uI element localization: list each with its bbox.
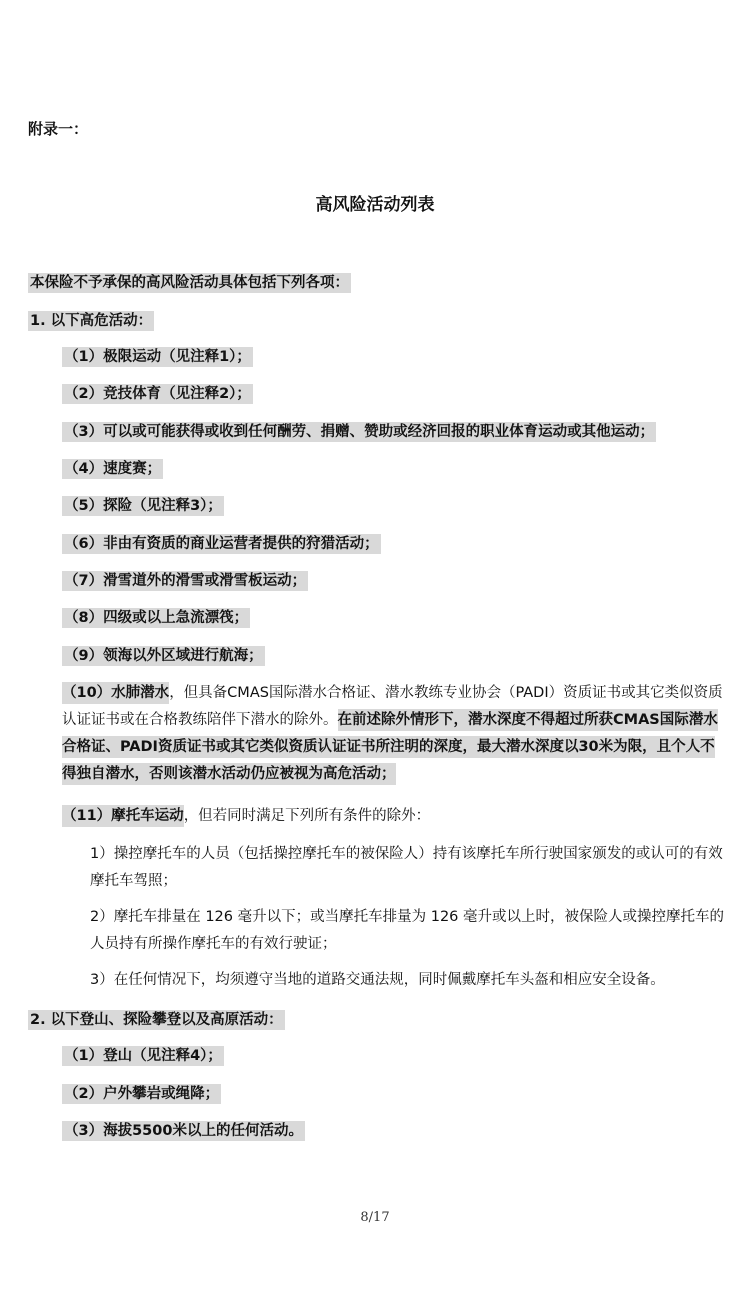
section1-item-2: （2）竞技体育（见注释2）； (64, 386, 251, 402)
item10-bold: 在前述除外情形下，潜水深度不得超过所获CMAS国际潜水合格证、PADI资质证书或其它类似资质认证证书所注明的深度，最大潜水深度以30米为限，且个人不得独自潜水，否则该潜水活动仍应被视为高危活动； (62, 709, 718, 785)
list-item (62, 607, 250, 629)
item10-normal: ，但具备CMAS国际潜水合格证、潜水教练专业协会（PADI）资质证书或其它类似资质认证证书或在合格教练陪伴下潜水的除外。 (62, 685, 723, 728)
list-item (62, 1045, 224, 1067)
item11-condition-1: 1）操控摩托车的人员（包括操控摩托车的被保险人）持有该摩托车所行驶国家颁发的或认可的有效摩托车驾照； (90, 846, 723, 889)
section1-item-10 (62, 680, 727, 788)
item11-lead: （11）摩托车运动 (62, 805, 184, 827)
section2-heading-line (28, 1009, 285, 1031)
section2-item-3: （3）海拔5500米以上的任何活动。 (64, 1123, 303, 1139)
item10-lead: （10）水肺潜水 (62, 682, 169, 704)
section1-item-3: （3）可以或可能获得或收到任何酬劳、捐赠、赞助或经济回报的职业体育运动或其他运动； (64, 424, 655, 440)
section2-heading: 2. 以下登山、探险攀登以及高原活动： (30, 1012, 283, 1028)
section1-item-11 (62, 803, 727, 830)
page-number: 8/17 (360, 1210, 390, 1225)
section1-item-9: （9）领海以外区域进行航海； (64, 648, 263, 664)
intro-line (28, 272, 351, 294)
list-item (62, 495, 224, 517)
section1-item-4: （4）速度赛； (64, 461, 162, 477)
section1-item-7: （7）滑雪道外的滑雪或滑雪板运动； (64, 573, 307, 589)
list-item (62, 458, 163, 480)
list-item (62, 346, 253, 368)
section1-heading-line (28, 310, 154, 332)
list-item (62, 1083, 221, 1105)
intro-text: 本保险不予承保的高风险活动具体包括下列各项： (30, 275, 349, 291)
item11-condition-3: 3）在任何情况下，均须遵守当地的道路交通法规，同时佩戴摩托车头盔和相应安全设备。 (90, 972, 665, 988)
item11-normal: ，但若同时满足下列所有条件的除外： (183, 808, 431, 824)
list-item (62, 533, 381, 555)
section1-item-8: （8）四级或以上急流漂筏； (64, 610, 249, 626)
section2-item-2: （2）户外攀岩或绳降； (64, 1086, 220, 1102)
appendix-label: 附录一： (28, 120, 89, 138)
section1-item-1: （1）极限运动（见注释1）； (64, 349, 251, 365)
list-item (62, 421, 656, 443)
list-item (62, 383, 253, 405)
section1-item-5: （5）探险（见注释3）； (64, 498, 222, 514)
list-item (62, 645, 265, 667)
list-item (62, 1120, 305, 1142)
section1-item-6: （6）非由有资质的商业运营者提供的狩猎活动； (64, 536, 379, 552)
item11-condition-2: 2）摩托车排量在 126 毫升以下；或当摩托车排量为 126 毫升或以上时，被保险人或操控摩托车的人员持有所操作摩托车的有效行驶证； (90, 909, 725, 952)
page-title: 高风险活动列表 (315, 195, 435, 215)
list-item (62, 570, 308, 592)
section1-heading: 1. 以下高危活动： (30, 313, 153, 329)
section2-item-1: （1）登山（见注释4）； (64, 1048, 222, 1064)
